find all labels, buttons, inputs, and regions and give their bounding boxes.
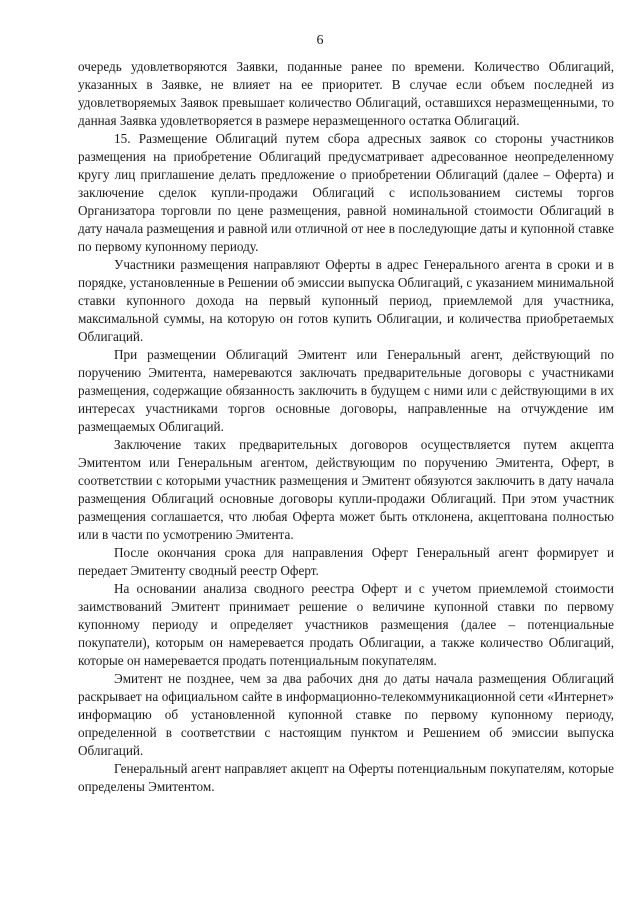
document-body <box>78 58 614 796</box>
paragraph-coupon-decision: На основании анализа сводного реестра Оферт и с учетом приемлемой стоимости заимствований Эмитент принимает решение о величине купонной ставки по первому купонному периоду и определяет участников размещения (далее – потенциальные покупатели), которым он намеревается продать Облигации, а также количество Облигаций, которые он намеревается продать потенциальным покупателям. <box>78 581 614 668</box>
page-number: 6 <box>316 33 324 48</box>
paragraph-disclosure: Эмитент не позднее, чем за два рабочих дня до даты начала размещения Облигаций раскрывает на официальном сайте в информационно-телекоммуникационной сети «Интернет» информацию об установленной купонной ставке по первому купонному периоду, определенной в соответствии с настоящим пунктом и Решением об эмиссии выпуска Облигаций. <box>78 671 614 758</box>
paragraph-offer-registry: После окончания срока для направления Оферт Генеральный агент формирует и передает Эмитенту сводный реестр Оферт. <box>78 545 614 578</box>
paragraph-preliminary-contracts: При размещении Облигаций Эмитент или Генеральный агент, действующий по поручению Эмитента, намереваются заключать предварительные договоры с участниками размещения, содержащие обязанность заключить в будущем с ними или с действующими в их интересах участниками торгов основные договоры, направленные на отчуждение им размещаемых Облигаций. <box>78 347 614 434</box>
paragraph-offers-sent: Участники размещения направляют Оферты в адрес Генерального агента в сроки и в порядке, установленные в Решении об эмиссии выпуска Облигаций, с указанием минимальной ставки купонного дохода на первый купонный период, приемлемой для участника, максимальной суммы, на которую он готов купить Облигации, и количества приобретаемых Облигаций. <box>78 257 614 344</box>
paragraph-contract-conclusion: Заключение таких предварительных договоров осуществляется путем акцепта Эмитентом или Генеральным агентом, действующим по поручению Эмитента, Оферт, в соответствии с которыми участник размещения и Эмитент обязуются заключить в дату начала размещения Облигаций основные договоры купли-продажи Облигаций. При этом участник размещения соглашается, что любая Оферта может быть отклонена, акцептована полностью или в части по усмотрению Эмитента. <box>78 437 614 542</box>
paragraph-item-15: 15. Размещение Облигаций путем сбора адресных заявок со стороны участников размещения на приобретение Облигаций предусматривает адресованное неопределенному кругу лиц приглашение делать предложение о приобретении Облигаций (далее – Оферта) и заключение сделок купли-продажи Облигаций с использованием системы торгов Организатора торговли по цене размещения, равной номинальной стоимости Облигаций в дату начала размещения и равной или отличной от нее в последующие даты и купонной ставке по первому купонному периоду. <box>78 131 614 254</box>
paragraph-continuation: очередь удовлетворяются Заявки, поданные ранее по времени. Количество Облигаций, указанных в Заявке, не влияет на ее приоритет. В случае если объем последней из удовлетворяемых Заявок превышает количество Облигаций, оставшихся неразмещенными, то данная Заявка удовлетворяется в размере неразмещенного остатка Облигаций. <box>78 59 614 128</box>
paragraph-acceptance: Генеральный агент направляет акцепт на Оферты потенциальным покупателям, которые определены Эмитентом. <box>78 761 614 794</box>
